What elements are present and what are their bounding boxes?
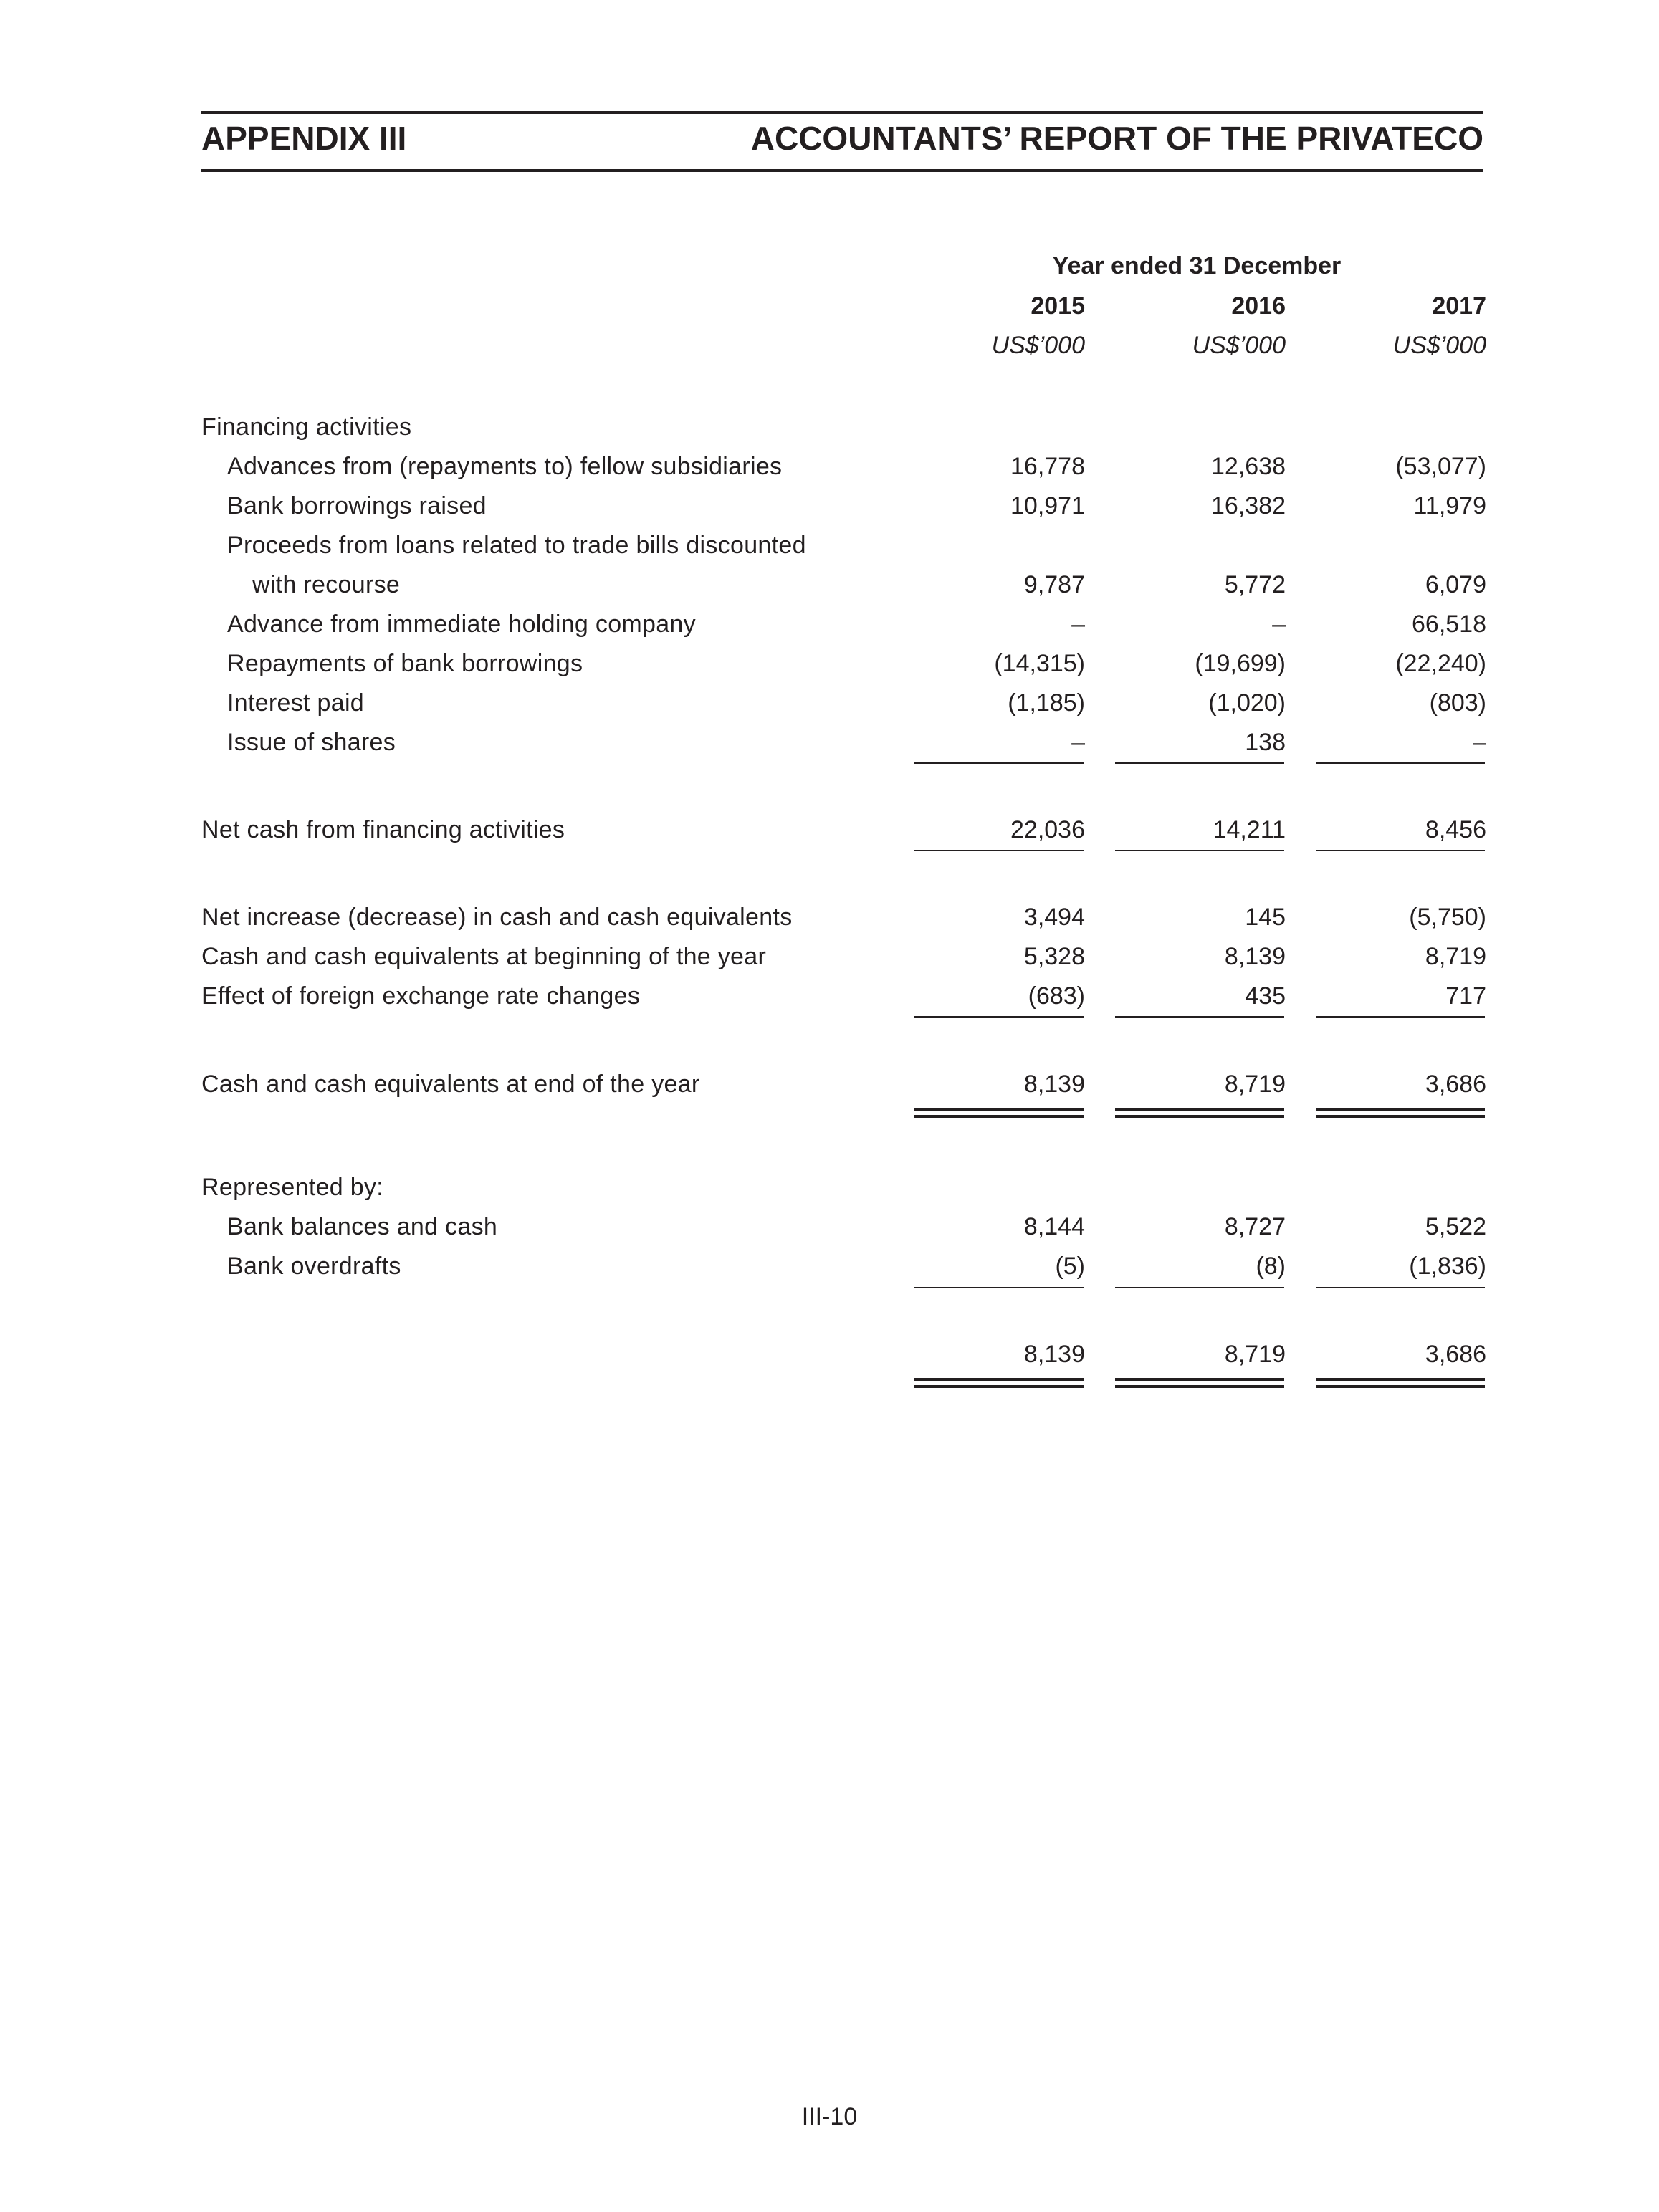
total-double-rule [1316, 1108, 1485, 1118]
subtotal-rule [1316, 762, 1485, 764]
value-2016: (19,699) [1195, 650, 1286, 677]
value-2015: 5,328 [1023, 943, 1085, 970]
value-2017: 8,456 [1425, 816, 1486, 843]
table-row [0, 644, 1659, 684]
row-label: Issue of shares [227, 729, 396, 756]
value-2016: 8,139 [1224, 943, 1286, 970]
value-2015: 8,139 [1023, 1341, 1085, 1368]
subtotal-rule [1115, 1287, 1284, 1288]
value-2017: 66,518 [1412, 611, 1486, 638]
total-double-rule [914, 1378, 1084, 1388]
row-label: Financing activities [201, 413, 412, 441]
table-row [0, 1247, 1659, 1286]
value-2017: (1,836) [1409, 1253, 1486, 1280]
value-2015: 10,971 [1010, 492, 1085, 520]
table-row [0, 810, 1659, 850]
value-2017: (5,750) [1409, 904, 1486, 931]
table-row [0, 898, 1659, 937]
value-2017: (803) [1429, 689, 1486, 717]
table-row [0, 526, 1659, 565]
column-unit: US$’000 [1392, 332, 1486, 359]
value-2015: – [1071, 729, 1085, 756]
row-label: Bank borrowings raised [227, 492, 487, 520]
table-row [0, 605, 1659, 644]
row-label: Cash and cash equivalents at end of the year [201, 1071, 700, 1098]
value-2016: 8,719 [1224, 1341, 1286, 1368]
table-row [0, 487, 1659, 526]
subtotal-rule [1115, 1016, 1284, 1018]
row-label: Proceeds from loans related to trade bills discounted [227, 532, 806, 559]
value-2016: 16,382 [1211, 492, 1286, 520]
subtotal-rule [914, 762, 1084, 764]
column-unit: US$’000 [991, 332, 1085, 359]
table-row [0, 1207, 1659, 1247]
row-label: Repayments of bank borrowings [227, 650, 583, 677]
row-label: Bank balances and cash [227, 1213, 498, 1240]
row-label: Advances from (repayments to) fellow subsidiaries [227, 453, 783, 480]
value-2017: 717 [1445, 982, 1486, 1010]
value-2015: (1,185) [1008, 689, 1085, 717]
subtotal-rule [914, 1016, 1084, 1018]
table-row [0, 977, 1659, 1016]
header-bottom-rule [201, 169, 1483, 172]
total-double-rule [1115, 1378, 1284, 1388]
value-2016: 14,211 [1213, 816, 1286, 843]
subtotal-rule [914, 1287, 1084, 1288]
value-2015: 8,139 [1023, 1071, 1085, 1098]
header-top-rule [201, 111, 1483, 114]
table-row [0, 565, 1659, 605]
value-2016: (8) [1256, 1253, 1286, 1280]
row-label: Represented by: [201, 1174, 383, 1201]
value-2016: 8,727 [1224, 1213, 1286, 1240]
subtotal-rule [1316, 850, 1485, 851]
page-number: III-10 [801, 2103, 858, 2130]
value-2017: 11,979 [1413, 492, 1486, 520]
value-2016: – [1272, 611, 1286, 638]
subtotal-rule [1115, 850, 1284, 851]
value-2017: (22,240) [1395, 650, 1486, 677]
row-label: with recourse [252, 571, 401, 598]
value-2017: 5,522 [1425, 1213, 1486, 1240]
value-2017: 6,079 [1425, 571, 1486, 598]
table-row [0, 447, 1659, 487]
column-year-2016: 2016 [1231, 292, 1286, 320]
value-2015: – [1071, 611, 1085, 638]
value-2015: 3,494 [1023, 904, 1085, 931]
value-2015: 8,144 [1023, 1213, 1085, 1240]
row-label: Cash and cash equivalents at beginning of the year [201, 943, 767, 970]
total-double-rule [914, 1108, 1084, 1118]
row-label: Advance from immediate holding company [227, 611, 696, 638]
value-2016: (1,020) [1208, 689, 1286, 717]
value-2016: 8,719 [1224, 1071, 1286, 1098]
year-ended-heading: Year ended 31 December [1052, 252, 1342, 279]
column-year-2015: 2015 [1031, 292, 1085, 320]
value-2016: 145 [1245, 904, 1286, 931]
table-row [0, 723, 1659, 762]
subtotal-rule [1115, 762, 1284, 764]
subtotal-rule [1316, 1016, 1485, 1018]
value-2017: 3,686 [1425, 1341, 1486, 1368]
value-2015: (14,315) [994, 650, 1085, 677]
row-label: Net cash from financing activities [201, 816, 565, 843]
value-2015: 16,778 [1010, 453, 1085, 480]
value-2017: – [1473, 729, 1486, 756]
row-label: Net increase (decrease) in cash and cash equivalents [201, 904, 793, 931]
value-2016: 435 [1245, 982, 1286, 1010]
table-row [0, 684, 1659, 723]
value-2017: (53,077) [1395, 453, 1486, 480]
total-double-rule [1316, 1378, 1485, 1388]
value-2017: 3,686 [1425, 1071, 1486, 1098]
total-double-rule [1115, 1108, 1284, 1118]
column-unit: US$’000 [1192, 332, 1286, 359]
value-2017: 8,719 [1425, 943, 1486, 970]
table-row [0, 1168, 1659, 1207]
column-year-2017: 2017 [1432, 292, 1486, 320]
value-2015: 22,036 [1010, 816, 1085, 843]
table-row [0, 937, 1659, 977]
value-2015: (5) [1055, 1253, 1085, 1280]
row-label: Effect of foreign exchange rate changes [201, 982, 641, 1010]
table-row [0, 1065, 1659, 1104]
value-2016: 12,638 [1211, 453, 1286, 480]
value-2015: 9,787 [1023, 571, 1085, 598]
subtotal-rule [914, 850, 1084, 851]
value-2016: 5,772 [1224, 571, 1286, 598]
appendix-label: APPENDIX III [201, 120, 407, 157]
report-title: ACCOUNTANTS’ REPORT OF THE PRIVATECO [750, 120, 1483, 157]
value-2016: 138 [1245, 729, 1286, 756]
table-row [0, 1335, 1659, 1374]
value-2015: (683) [1028, 982, 1085, 1010]
table-row [0, 408, 1659, 447]
row-label: Bank overdrafts [227, 1253, 401, 1280]
row-label: Interest paid [227, 689, 365, 717]
subtotal-rule [1316, 1287, 1485, 1288]
